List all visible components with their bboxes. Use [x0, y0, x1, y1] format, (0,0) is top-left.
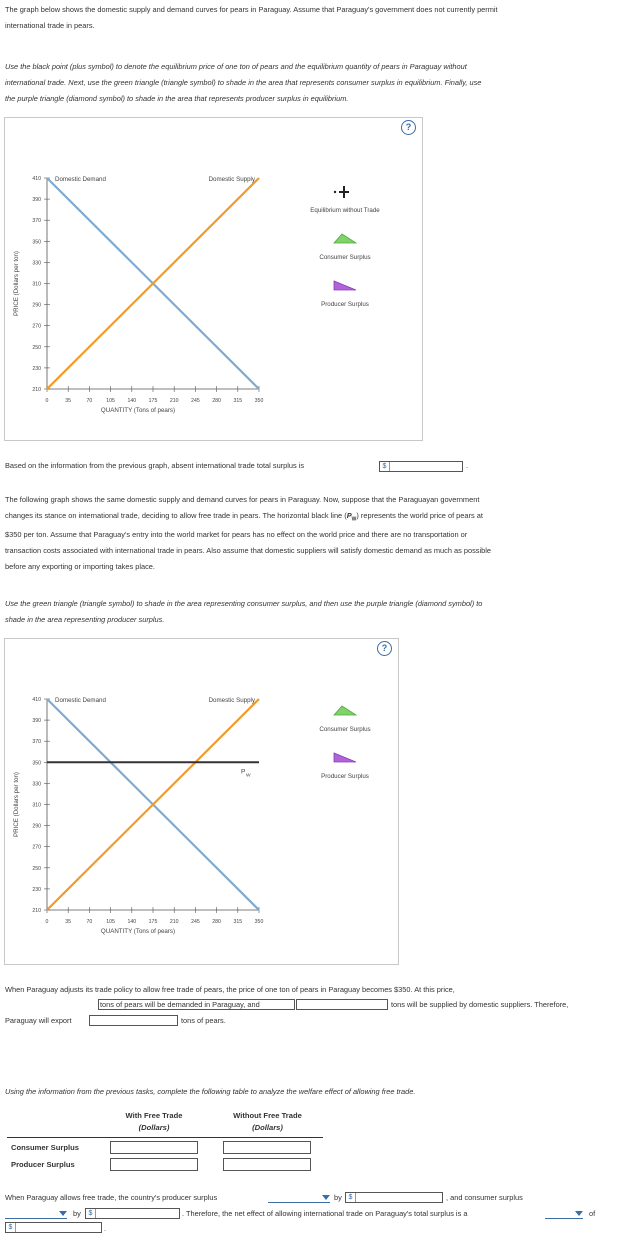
- legend-label: Consumer Surplus: [319, 726, 371, 733]
- by-label: by: [73, 1209, 81, 1218]
- x-tick-label: 140: [127, 398, 137, 404]
- by-label: by: [334, 1193, 342, 1202]
- intro-text: The graph below shows the domestic supply and demand curves for pears in Paraguay. Assume that Paraguay's government does not currently permit international trade in pears.: [5, 5, 498, 30]
- x-tick-label: 245: [191, 919, 200, 925]
- col-without-trade: Without Free Trade (Dollars): [233, 1111, 302, 1132]
- x-tick-label: 140: [127, 919, 137, 925]
- x-tick-label: 175: [148, 398, 158, 404]
- chart-1[interactable]: [4, 117, 422, 440]
- x-tick-label: 0: [45, 398, 49, 404]
- x-tick-label: 245: [191, 398, 200, 404]
- ps-without-trade-input[interactable]: [223, 1158, 311, 1171]
- col-with-trade: With Free Trade (Dollars): [125, 1111, 183, 1132]
- q2-mid2: tons will be supplied by domestic suppliers. Therefore,: [391, 1000, 569, 1009]
- legend-label: Producer Surplus: [321, 301, 369, 308]
- x-tick-label: 350: [254, 919, 264, 925]
- supply-label: Domestic Supply: [208, 176, 255, 183]
- chart-2[interactable]: [4, 638, 398, 964]
- y-tick-label: 410: [32, 176, 41, 182]
- y-tick-label: 330: [32, 260, 41, 267]
- chevron-down-icon: [59, 1211, 67, 1216]
- y-tick-label: 270: [32, 323, 41, 330]
- row-consumer-surplus: Consumer Surplus: [11, 1143, 79, 1152]
- pw-sub-label: W: [246, 773, 251, 779]
- x-tick-label: 0: [45, 919, 49, 925]
- total-change-input[interactable]: $: [5, 1222, 102, 1233]
- y-tick-label: 410: [32, 697, 41, 703]
- demand-label: Domestic Demand: [55, 176, 106, 183]
- para-2: The following graph shows the same domestic supply and demand curves for pears in Paraguay. Now, suppose that the Paraguayan government changes its stance on international trade, deciding to allow free trade in pears. The horizontal black line $(P_W)$ represents the world price of pears at $350 per ton. Assume that Paraguay's entry into the world market for pears has no effect on the world price and there are no transportation or transaction costs associated with international trade in pears. Also assume that domestic suppliers will satisfy domestic demand as much as possible before any exporting or importing takes place.: [5, 495, 491, 572]
- chevron-down-icon: [322, 1195, 330, 1200]
- ps-change-dropdown[interactable]: [268, 1192, 330, 1203]
- y-tick-label: 290: [32, 823, 41, 830]
- row-producer-surplus: Producer Surplus: [11, 1160, 75, 1169]
- green-triangle-icon[interactable]: [334, 234, 356, 243]
- final-period: .: [104, 1224, 107, 1233]
- x-tick-label: 210: [169, 398, 179, 404]
- legend-label: Producer Surplus: [321, 773, 369, 780]
- purple-diamond-icon[interactable]: [334, 281, 356, 290]
- cs-change-input[interactable]: $: [85, 1208, 180, 1219]
- x-tick-label: 70: [86, 919, 93, 925]
- q1-text: Based on the information from the previous graph, absent international trade total surplus is: [5, 461, 305, 470]
- y-tick-label: 390: [32, 718, 41, 725]
- y-tick-label: 350: [32, 760, 41, 767]
- x-tick-label: 350: [254, 398, 264, 404]
- y-tick-label: 390: [32, 197, 41, 204]
- total-change-dropdown[interactable]: [545, 1208, 583, 1219]
- y-tick-label: 370: [32, 218, 41, 225]
- x-tick-label: 280: [212, 398, 221, 404]
- x-tick-label: 35: [65, 398, 72, 404]
- purple-diamond-icon[interactable]: [334, 753, 356, 762]
- plus-icon[interactable]: [334, 186, 349, 198]
- q4-mid1: , and consumer surplus: [446, 1193, 523, 1202]
- x-tick-label: 315: [233, 919, 243, 925]
- y-tick-label: 210: [32, 908, 41, 914]
- legend-label: Consumer Surplus: [319, 254, 371, 261]
- q3-instruction: Using the information from the previous tasks, complete the following table to analyze the welfare effect of allowing free trade.: [5, 1087, 416, 1096]
- x-tick-label: 70: [86, 398, 93, 404]
- instructions-1: Use the black point (plus symbol) to denote the equilibrium price of one ton of pears and the equilibrium quantity of pears in Paraguay without international trade. Next, use the green triangle (triangle symbol) to shade in the area that represents consumer surplus in equilibrium. Finally, use the purple triangle (diamond symbol) to shade in the area that represents producer surplus in equilibrium.: [5, 62, 482, 103]
- y-tick-label: 230: [32, 886, 41, 893]
- x-tick-label: 35: [65, 919, 72, 925]
- x-tick-label: 105: [106, 919, 115, 925]
- ps-change-input[interactable]: $: [345, 1192, 443, 1203]
- cs-change-dropdown[interactable]: [5, 1208, 67, 1219]
- y-tick-label: 310: [32, 281, 41, 288]
- q2-mid1: tons of pears will be demanded in Paraguay, and: [100, 1000, 260, 1009]
- x-tick-label: 315: [233, 398, 243, 404]
- q2-post3: tons of pears.: [181, 1016, 226, 1025]
- cs-without-trade-input[interactable]: [223, 1141, 311, 1154]
- pw-label: P: [241, 768, 246, 776]
- y-axis-label: PRICE (Dollars per ton): [13, 251, 20, 316]
- ps-with-trade-input[interactable]: [110, 1158, 198, 1171]
- x-axis-label: QUANTITY (Tons of pears): [100, 928, 176, 935]
- y-tick-label: 210: [32, 387, 41, 393]
- x-tick-label: 280: [212, 919, 221, 925]
- y-tick-label: 330: [32, 781, 41, 788]
- cs-with-trade-input[interactable]: [110, 1141, 198, 1154]
- total-surplus-input[interactable]: $: [379, 461, 463, 472]
- chevron-down-icon: [575, 1211, 583, 1216]
- instructions-2: Use the green triangle (triangle symbol) to shade in the area representing consumer surplus, and then use the purple triangle (diamond symbol) to shade in the area representing producer surplus.: [5, 599, 483, 624]
- y-tick-label: 250: [32, 865, 41, 872]
- demand-label: Domestic Demand: [55, 697, 106, 704]
- x-tick-label: 105: [106, 398, 115, 404]
- q2-pre3: Paraguay will export: [5, 1016, 72, 1025]
- q4-mid2: . Therefore, the net effect of allowing international trade on Paraguay's total surplus is a: [182, 1209, 468, 1218]
- green-triangle-icon[interactable]: [334, 706, 356, 715]
- table-divider: [7, 1137, 323, 1138]
- q4-pre1: When Paraguay allows free trade, the country's producer surplus: [5, 1193, 218, 1202]
- y-tick-label: 350: [32, 239, 41, 246]
- quantity-supplied-input[interactable]: [296, 999, 388, 1010]
- y-tick-label: 270: [32, 844, 41, 851]
- y-axis-label: PRICE (Dollars per ton): [13, 772, 20, 837]
- supply-label: Domestic Supply: [208, 697, 255, 704]
- q2-text: When Paraguay adjusts its trade policy to allow free trade of pears, the price of one ton of pears in Paraguay becomes $350. At this price,: [5, 985, 455, 994]
- help-icon[interactable]: ?: [401, 120, 416, 135]
- legend-label: Equilibrium without Trade: [310, 207, 380, 214]
- of-label: of: [589, 1209, 596, 1218]
- period: .: [466, 461, 469, 470]
- y-tick-label: 310: [32, 802, 41, 809]
- x-axis-label: QUANTITY (Tons of pears): [100, 407, 176, 414]
- y-tick-label: 250: [32, 344, 41, 351]
- export-input[interactable]: [89, 1015, 178, 1026]
- y-tick-label: 290: [32, 302, 41, 309]
- x-tick-label: 175: [148, 919, 158, 925]
- y-tick-label: 370: [32, 739, 41, 746]
- y-tick-label: 230: [32, 365, 41, 372]
- help-icon[interactable]: ?: [377, 641, 392, 656]
- x-tick-label: 210: [169, 919, 179, 925]
